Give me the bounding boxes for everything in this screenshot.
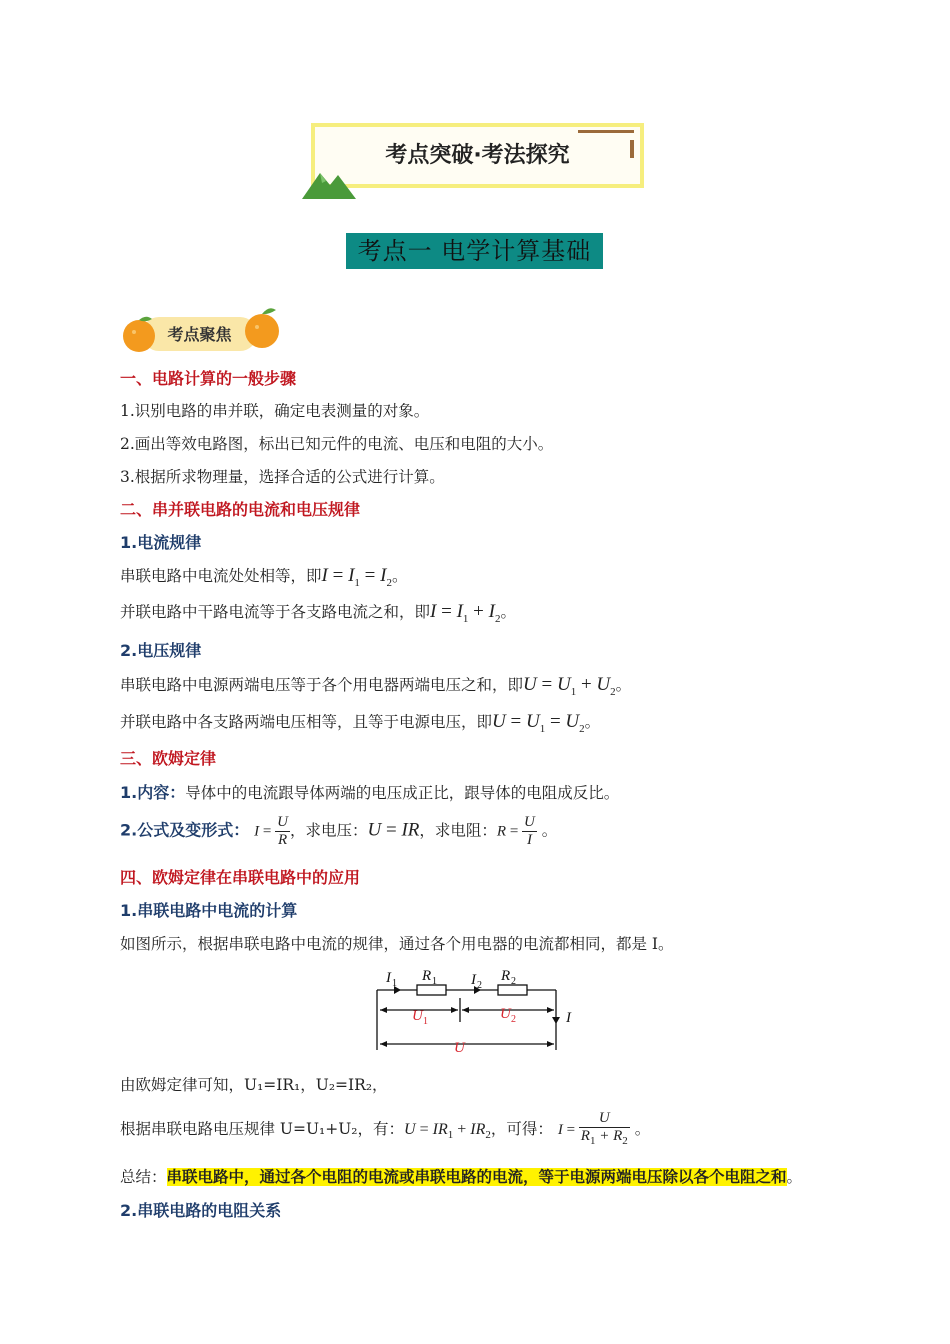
summary-label: 总结： <box>120 1168 167 1186</box>
voltage-law-title: 2.电压规律 <box>120 641 202 660</box>
derivation-2: 根据串联电路电压规律 U=U₁+U₂，有：$U = IR_1 + IR_2$，可得： I = $\frac{U}{R_1 + R_2}$ 。 <box>120 1110 650 1150</box>
formula-current-parallel: I <box>430 601 437 622</box>
svg-text:I: I <box>386 970 391 986</box>
formula-current-series: I <box>321 565 328 586</box>
summary: 总结：串联电路中，通过各个电阻的电流或串联电路的电流，等于电源两端电压除以各个电阻之和。 <box>120 1168 803 1186</box>
ohm-content-label: 1.内容： <box>120 783 186 802</box>
series-current-title: 1.串联电路中电流的计算 <box>120 901 298 920</box>
derivation-1: 由欧姆定律可知，U₁=IR₁，U₂=IR₂， <box>120 1076 388 1094</box>
step-1: 1.识别电路的串并联，确定电表测量的对象。 <box>120 402 430 420</box>
voltage-series-text: 串联电路中电源两端电压等于各个用电器两端电压之和，即 <box>120 676 524 694</box>
heading-ohm: 三、欧姆定律 <box>120 749 217 768</box>
heading-laws: 二、串并联电路的电流和电压规律 <box>120 500 361 519</box>
ohm-formula-label: 2.公式及变形式： <box>120 820 250 840</box>
current-law-title: 1.电流规律 <box>120 533 202 552</box>
banner-title: 考点突破·考法探究 <box>385 143 570 168</box>
svg-text:2: 2 <box>477 980 482 991</box>
heading-steps: 一、电路计算的一般步骤 <box>120 369 297 388</box>
voltage-series: 串联电路中电源两端电压等于各个用电器两端电压之和，即$U = U_1 + U_2$。 <box>120 674 632 698</box>
step-3: 3.根据所求物理量，选择合适的公式进行计算。 <box>120 468 445 486</box>
summary-highlight: 串联电路中，通过各个电阻的电流或串联电路的电流，等于电源两端电压除以各个电阻之和 <box>166 1168 787 1186</box>
svg-text:1: 1 <box>423 1016 428 1027</box>
fraction-u-over-r: $\frac{U}{R}$ <box>277 814 288 848</box>
svg-text:U: U <box>500 1006 511 1022</box>
svg-text:U: U <box>454 1040 465 1056</box>
mountain-icon <box>300 165 360 201</box>
svg-text:I: I <box>566 1010 571 1026</box>
svg-text:I: I <box>471 972 476 988</box>
fraction-u-over-r1-plus-r2: $\frac{U}{R_1 + R_2}$ <box>580 1110 628 1147</box>
ohm-formulas: 2.公式及变形式： I = $\frac{U}{R}$ ，求电压：U = IR，求电阻：R = $\frac{U}{I}$ 。 <box>120 814 558 848</box>
fraction-u-over-i: $\frac{U}{I}$ <box>524 814 535 848</box>
derivation-2-text: 根据串联电路电压规律 U=U₁+U₂，有： <box>120 1120 405 1138</box>
voltage-parallel: 并联电路中各支路两端电压相等，且等于电源电压，即$U = U_1 = U_2$。 <box>120 711 601 735</box>
ohm-content-text: 导体中的电流跟导体两端的电压成正比，跟导体的电阻成反比。 <box>185 784 620 802</box>
voltage-parallel-text: 并联电路中各支路两端电压相等，且等于电源电压，即 <box>120 713 493 731</box>
focus-label: 考点聚焦 <box>167 325 232 344</box>
svg-text:2: 2 <box>511 976 516 987</box>
svg-text:R: R <box>501 968 511 984</box>
current-parallel-text: 并联电路中干路电流等于各支路电流之和，即 <box>120 603 431 621</box>
current-parallel: 并联电路中干路电流等于各支路电流之和，即$I = I_1 + I_2$。 <box>120 601 516 625</box>
svg-text:2: 2 <box>511 1014 516 1025</box>
ask-resistance: ，求电阻： <box>419 821 497 840</box>
current-series-text: 串联电路中电流处处相等，即 <box>120 567 322 585</box>
ask-voltage: ，求电压： <box>289 821 368 840</box>
ohm-content <box>120 780 619 803</box>
series-intro: 如图所示，根据串联电路中电流的规律，通过各个用电器的电流都相同，都是 I。 <box>120 935 674 953</box>
heading-series-application: 四、欧姆定律在串联电路中的应用 <box>120 868 361 887</box>
section-title: 考点一 电学计算基础 <box>346 233 603 269</box>
step-2: 2.画出等效电路图，标出已知元件的电流、电压和电阻的大小。 <box>120 435 554 453</box>
series-circuit-diagram <box>370 962 585 1057</box>
svg-text:1: 1 <box>392 978 397 989</box>
svg-text:R: R <box>422 968 432 984</box>
svg-text:1: 1 <box>432 976 437 987</box>
derivation-2-result: ，可得： <box>490 1120 553 1138</box>
current-series: 串联电路中电流处处相等，即$I = I_1 = I_2$。 <box>120 565 408 589</box>
svg-text:U: U <box>412 1008 423 1024</box>
series-resistance-title: 2.串联电路的电阻关系 <box>120 1201 282 1220</box>
